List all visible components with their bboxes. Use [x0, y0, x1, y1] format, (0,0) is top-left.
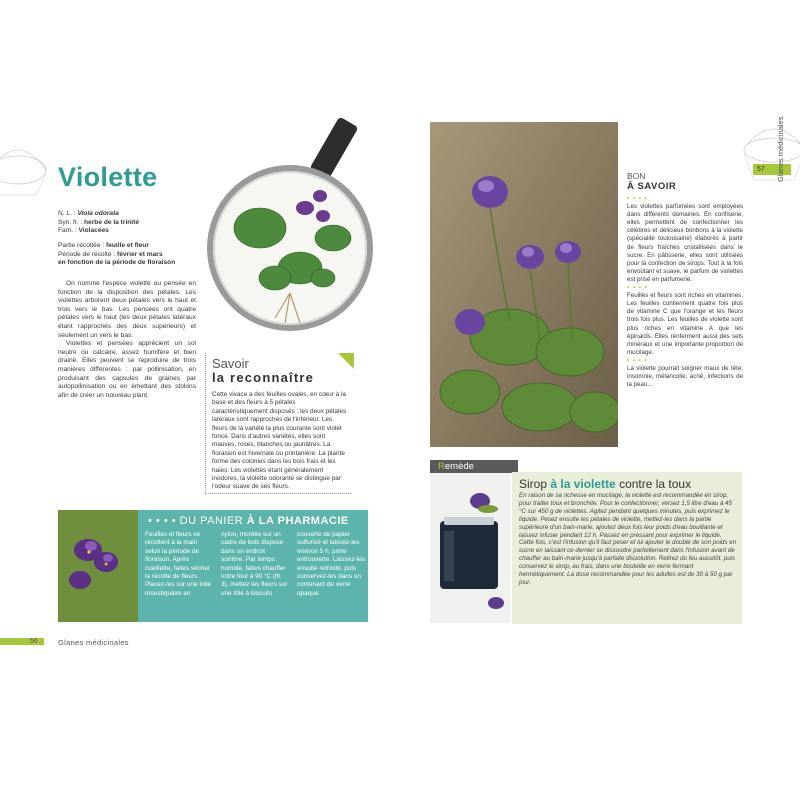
bon-dots-2: • • • • — [627, 284, 648, 292]
bon-text — [627, 195, 743, 389]
footer-label-left: Glanes médicinales — [58, 638, 129, 647]
intro-paragraph-1: On nomme l'espèce violette ou pensée en fonction de la disposition des pétales. Les violettes arborent deux pétales vers le haut et trois vers le bas. Les pensées ont quatre pétales vers le haut (les deux pétales latéraux étant rapprochés des deux supérieurs) et seulement un vers le bas. — [58, 280, 196, 339]
violet-flowers-photo — [58, 510, 138, 622]
bon-dots-3: • • • • — [627, 356, 648, 364]
remedy-tag-initial: R — [438, 461, 445, 472]
fam-label: Fam. : — [58, 227, 77, 235]
panier-column-3: couverte de papier sulfurisé et laissez-les environ 5 h, porte entrouverte. Laissez-les ensuite refroidir, puis conservez-les dans un contenant de verre opaque. — [297, 531, 365, 597]
intro-text — [58, 280, 196, 400]
basket-icon-right — [740, 118, 800, 188]
bon-heading-1: BON — [627, 171, 646, 181]
syn-label: Syn. fr. : — [58, 218, 83, 226]
period-value: février et mars — [117, 250, 163, 258]
syrup-jar-photo — [430, 473, 510, 623]
bon-paragraph-2: Feuilles et fleurs sont riches en vitamines. Les feuilles contiennent quatre fois plus de vitamine C que l'orange et les fleurs trois fois plus. Les feuilles de violette sont plus riches en vitamine A que les épinards. Elles renferment aussi des sels minéraux et une importante proportion de mucilage. — [627, 292, 743, 356]
remedy-title — [519, 477, 691, 491]
period-value-2: en fonction de la période de floraison — [58, 259, 176, 267]
recognize-heading-1: Savoir — [212, 356, 249, 371]
panier-heading — [148, 515, 349, 527]
panier-column-1: Feuilles et fleurs se récoltent à la main selon la période de floraison. Après cueillette, faites sécher la récolte de fleurs. Placez-les sur une toile moustiquaire en — [145, 531, 212, 597]
remedy-text: En raison de sa richesse en mucilage, la violette est recommandée en sirop, pour traiter toux et bronchite. Pour le confectionner, versez 1,5 litre d'eau à 45 °C sur 450 g de violettes. Agitez pendant quelques minutes, puis exprimez le liquide. Pesez ensuite les pétales de violette, mettez-les dans la partie supérieure d'un bain-marie, ajoutez deux fois leur poids d'eau bouillante et laissez infuser pendant 12 h. Passez en pressant pour exprimer le liquide. Cette fois, c'est l'infusion qu'il faut peser et lui ajouter le double de son poids en sucre en laissant ce dernier se dissoudre partiellement dans l'infusion avant de chauffer au bain-marie jusqu'à parfaite dissolution. Retirez du feu aussitôt, puis conservez le sirop, au frais, dans une bouteille en verre fermant hermétiquement. La dose recommandée pour les adultes est de 30 à 50 g par jour. — [519, 492, 737, 586]
nl-label: N. L. : — [58, 210, 76, 217]
basket-icon-left — [0, 140, 50, 200]
bon-dots-1: • • • • — [627, 195, 648, 202]
part-label: Partie récoltée : — [58, 242, 105, 249]
recognize-heading-2: la reconnaître — [212, 370, 315, 385]
intro-paragraph-2: Violettes et pensées apprécient un sol neutre ou calcaire, assez humifère et bien drainé. Elles peuvent se reproduire de trois manières différentes : par pollinisation, en produisant des capsules de graines par autopollinisation ou en émettant des stolons afin de créer un nouveau plant. — [58, 340, 196, 399]
bon-paragraph-3: La violette pourrait soigner maux de tête, insomnie, mélancolie, acné, infections de la peau... — [627, 364, 743, 389]
panier-dots: • • • • — [148, 515, 177, 527]
fam-value: Violacées — [78, 227, 109, 235]
bon-paragraph-1: Les violettes parfumées sont employées dans différents domaines. En confiserie, elles permettent de confectionner les célèbres et délicieux bonbons à la violette (spécialité toulousaine) élaborés à partir de fleurs fraîches cristallisées dans le sucre. En pâtisserie, elles sont utilisées pour la confection de sirops. Tout à la fois envoûtant et suave, le parfum de violettes est prisé en parfumerie. — [627, 203, 743, 283]
taxonomy-block — [58, 210, 198, 236]
harvest-block — [58, 242, 203, 268]
page-number-left: 56 — [30, 638, 38, 645]
remedy-tag — [430, 460, 518, 473]
bon-heading-2: À SAVOIR — [627, 181, 677, 192]
violet-plant-photo — [430, 122, 618, 447]
syn-value: herbe de la trinité — [84, 218, 139, 226]
side-label-right: Glanes médicinales — [776, 116, 785, 182]
page-title: Violette — [58, 162, 158, 192]
panier-heading-2: À LA PHARMACIE — [246, 515, 349, 527]
page-number-right: 57 — [753, 164, 791, 175]
panier-heading-1: DU PANIER — [179, 515, 244, 527]
panier-column-2: nylon, montée sur un cadre de bois disposé dans un endroit sombre. Par temps humide, faites chauffer votre four à 90 °C (th. 3), mettez les fleurs sur une tôle à biscuits — [221, 531, 288, 597]
recognize-text: Cette vivace a des feuilles ovales, en cœur à la base et des fleurs à 5 pétales caractéristiquement disposés : les deux pétales latéraux sont rapprochés de l'inférieur. Les fleurs de la variété la plus courante sont violet foncé. Dans d'autres variétés, elles sont mauves, roses, blanches ou jaunâtres. La floraison est hivernale ou printanière. La plante forme des colonies dans les bois frais et les haies. Les violettes étant généralement inodores, la violette odorante se distingue par l'odeur suave de ses fleurs. — [212, 391, 347, 491]
magnifier-illustration — [205, 118, 375, 353]
period-label: Période de récolte : — [58, 250, 116, 258]
nl-value: Viola odorata — [77, 210, 119, 217]
remedy-title-accent: à la violette — [550, 477, 616, 491]
part-value: feuille et fleur — [106, 242, 149, 249]
remedy-tag-rest: emède — [444, 461, 474, 472]
remedy-title-pre: Sirop — [519, 477, 551, 491]
remedy-title-post: contre la toux — [615, 477, 692, 491]
